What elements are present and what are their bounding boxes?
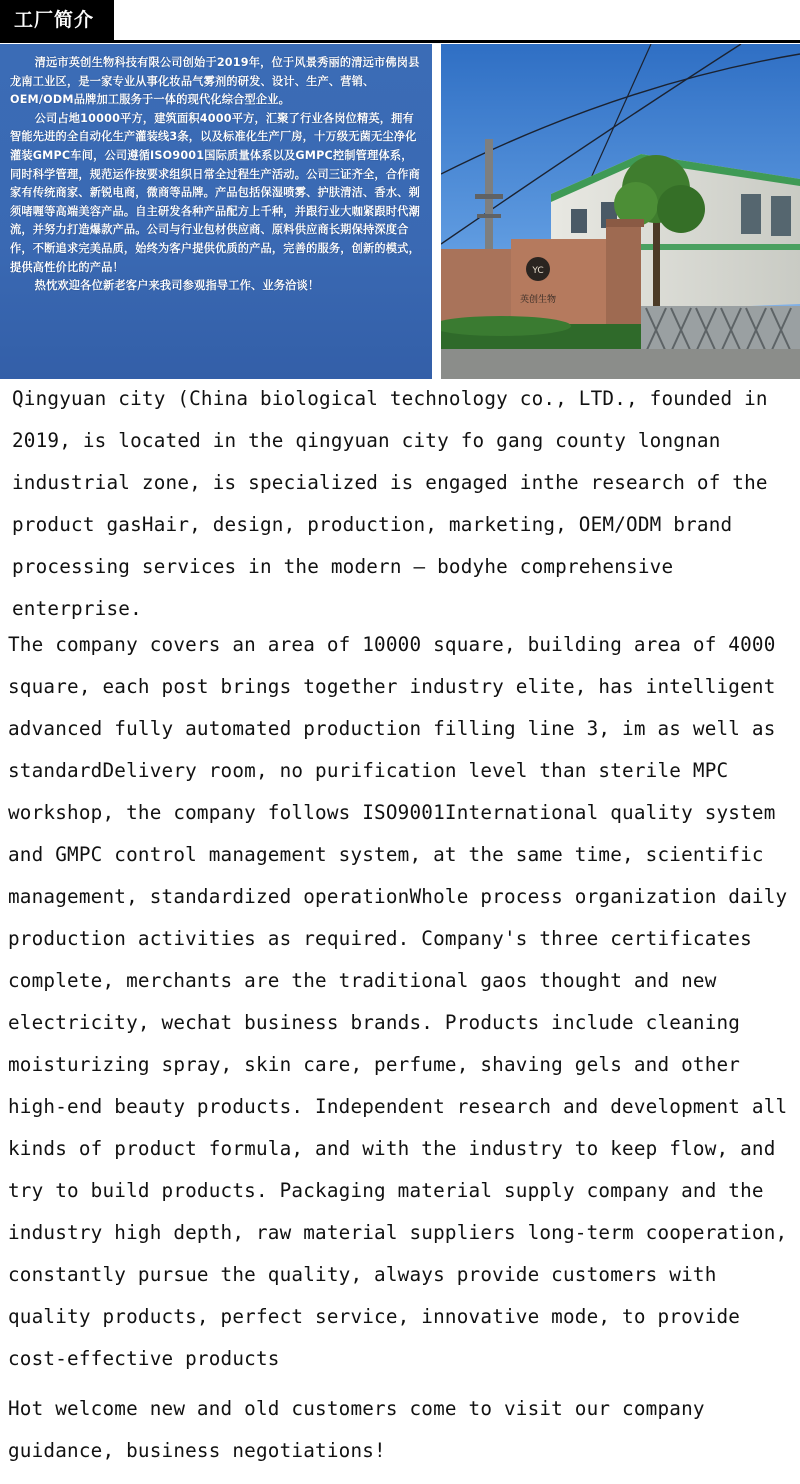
factory-photo (441, 44, 800, 379)
header-divider (0, 40, 800, 43)
section-header (0, 0, 800, 44)
chinese-intro-paragraph-3: 热忱欢迎各位新老客户来我司参观指导工作、业务洽谈！ (34, 279, 320, 293)
chinese-intro-paragraph-1: 清远市英创生物科技有限公司创始于2019年，位于风景秀丽的清远市佛岗县龙南工业区，是一家专业从事化妆品气雾剂的研发、设计、生产、营销、OEM/ODM品牌加工服务于一体的现代化综合型企业。 (10, 56, 420, 107)
sign-text: 英创生物 (519, 295, 557, 305)
english-intro-paragraph-1: Qingyuan city (China biological technology co., LTD., founded in 2019, is located in the qingyuan city fo gang county longnan industrial zone, is specialized is engaged inthe research of the product gasHair, design, production, marketing, OEM/ODM brand processing services in the modern — bodyhe comprehensive enterprise. (12, 387, 768, 620)
english-intro-paragraph-2: The company covers an area of 10000 square, building area of 4000 square, each post brings together industry elite, has intelligent advanced fully automated production filling line 3, im as well as standardDelivery room, no purification level than sterile MPC workshop, the company follows ISO9001International quality system and GMPC control management system, at the same time, scientific management, standardized operationWhole process organization daily production activities as required. Company's three certificates complete, merchants are the traditional gaos thought and new electricity, wechat business brands. Products include cleaning moisturizing spray, skin care, perfume, shaving gels and other high-end beauty products. Independent research and development all kinds of product formula, and with the industry to keep flow, and try to build products. Packaging material supply company and the industry high depth, raw material suppliers long-term cooperation, constantly pursue the quality, always provide customers with quality products, perfect service, innovative mode, to provide cost-effective products (8, 633, 788, 1370)
english-welcome-paragraph: Hot welcome new and old customers come to visit our company guidance, business negotiations! (8, 1397, 705, 1462)
section-title: 工厂简介 (0, 0, 114, 40)
sign-logo: YC (532, 266, 544, 276)
chinese-intro-paragraph-2: 公司占地10000平方，建筑面积4000平方，汇聚了行业各岗位精英，拥有智能先进的全自动化生产灌装线3条，以及标准化生产厂房，十万级无菌无尘净化灌装GMPC车间，公司遵循ISO9001国际质量体系以及GMPC控制管理体系，同时科学管理，规范运作按要求组织日常全过程生产活动。公司三证齐全，合作商家有传统商家、新锐电商，微商等品牌。产品包括保湿喷雾、护肤清洁、香水、剃须啫喱等高端美容产品。自主研发各种产品配方上千种，并跟行业大咖紧跟时代潮流，并努力打造爆款产品。公司与行业包材供应商、原料供应商长期保持深度合作，不断追求完美品质，始终为客户提供优质的产品，完善的服务，创新的模式，提供高性价比的产品！ (10, 111, 420, 274)
chinese-intro-panel (0, 44, 432, 379)
